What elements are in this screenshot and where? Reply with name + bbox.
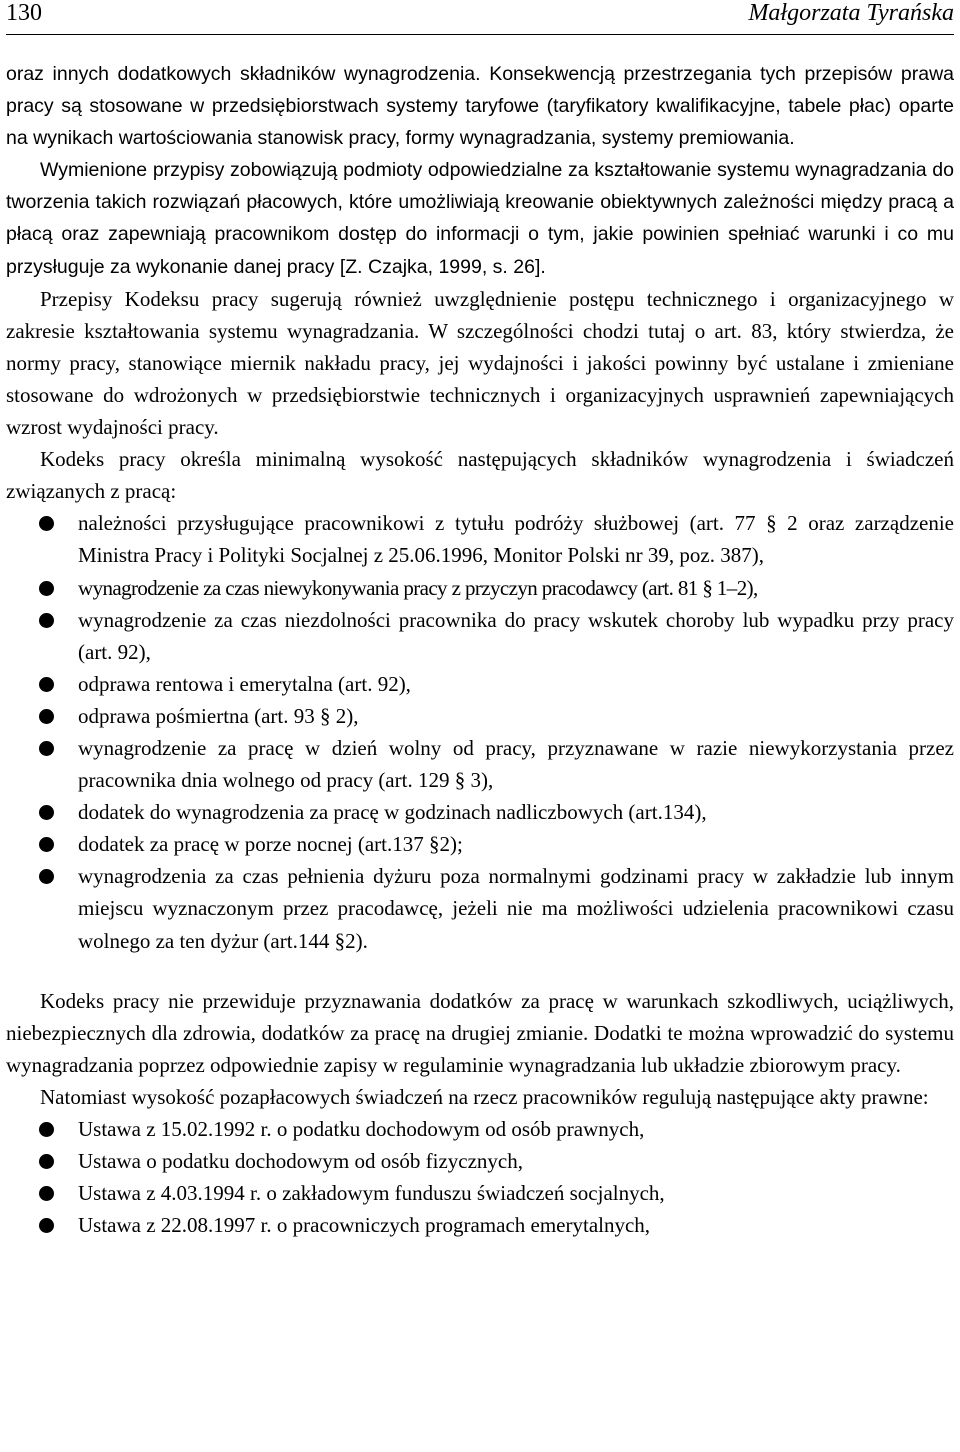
paragraph: Kodeks pracy określa minimalną wysokość następujących składników wynagrodzenia i świadczeń związanych z pracą: — [6, 447, 954, 504]
list-item — [6, 507, 954, 571]
list-item-text: Ustawa z 4.03.1994 r. o zakładowym funduszu świadczeń socjalnych, — [78, 1181, 665, 1206]
list-item-text: wynagrodzenie za czas niezdolności pracownika do pracy wskutek choroby lub wypadku przy pracy (art. 92), — [78, 607, 954, 664]
bullet-list-wage-components — [6, 507, 954, 956]
page-number: 130 — [6, 0, 42, 26]
list-item-text: należności przysługujące pracownikowi z tytułu podróży służbowej (art. 77 § 2 oraz zarządzenie Ministra Pracy i Polityki Socjalnej z 25.06.1996, Monitor Polski nr 39, poz. 387), — [78, 511, 954, 568]
paragraph: Natomiast wysokość pozapłacowych świadczeń na rzecz pracowników regulują następujące akty prawne: — [40, 1084, 929, 1109]
list-item-text: dodatek za pracę w porze nocnej (art.137 §2); — [78, 832, 463, 857]
page-body — [6, 58, 954, 1241]
bullet-icon — [39, 741, 54, 756]
bullet-list-legal-acts — [6, 1113, 954, 1241]
list-item — [6, 700, 954, 732]
list-item-text: wynagrodzenie za pracę w dzień wolny od pracy, przyznawane w razie niewykorzystania przez pracownika dnia wolnego od pracy (art. 129 § 3), — [78, 735, 954, 793]
bullet-icon — [39, 1218, 54, 1233]
bullet-icon — [39, 837, 54, 852]
list-item-text: odprawa pośmiertna (art. 93 § 2), — [78, 703, 359, 728]
list-item — [6, 572, 954, 604]
bullet-icon — [39, 709, 54, 724]
bullet-icon — [39, 613, 54, 628]
list-item — [6, 796, 954, 828]
list-item — [6, 732, 954, 796]
bullet-icon — [39, 1122, 54, 1137]
bullet-icon — [39, 581, 54, 596]
list-item — [6, 828, 954, 860]
paragraph: Kodeks pracy nie przewiduje przyznawania dodatków za pracę w warunkach szkodliwych, uciążliwych, niebezpiecznych dla zdrowia, dodatków za pracę na drugiej zmianie. Dodatki te można wprowadzić do systemu wynagradzania poprzez odpowiednie zapisy w regulaminie wynagradzania lub układzie zbiorowym pracy. — [6, 988, 954, 1077]
bullet-icon — [39, 1154, 54, 1169]
list-item-text: Ustawa z 22.08.1997 r. o pracowniczych programach emerytalnych, — [78, 1213, 651, 1238]
list-item-text: Ustawa o podatku dochodowym od osób fizycznych, — [78, 1149, 523, 1174]
bullet-icon — [39, 516, 54, 531]
list-item — [6, 1177, 954, 1209]
list-item — [6, 604, 954, 668]
bullet-icon — [39, 677, 54, 692]
section-spacer — [6, 957, 954, 985]
list-item — [6, 1113, 954, 1145]
list-item-text: wynagrodzenie za czas niewykonywania pracy z przyczyn pracodawcy (art. 81 § 1–2), — [78, 575, 758, 600]
page-header — [6, 0, 954, 35]
bullet-icon — [39, 869, 54, 884]
list-item-text: wynagrodzenia za czas pełnienia dyżuru poza normalnymi godzinami pracy w zakładzie lub innym miejscu wyznaczonym przez pracodawcę, jeżeli nie ma możliwości udzielenia pracownikowi czasu wolnego za ten dyżur (art.144 §2). — [78, 864, 954, 953]
paragraph: Przepisy Kodeksu pracy sugerują również uwzględnienie postępu technicznego i organizacyjnego w zakresie kształtowania systemu wynagradzania. W szczególności chodzi tutaj o art. 83, który stwierdza, że normy pracy, stanowiące miernik nakładu pracy, jej wydajności i jakości powinny być ustalane i zmieniane stosowane do wdrożonych w przedsiębiorstwie technicznych i organizacyjnych usprawnień zapewniających wzrost wydajności pracy. — [6, 286, 954, 440]
list-item — [6, 1209, 954, 1241]
paragraph: Wymienione przypisy zobowiązują podmioty odpowiedzialne za kształtowanie systemu wynagradzania do tworzenia takich rozwiązań płacowych, które umożliwiają kreowanie obiektywnych zależności między pracą a płacą oraz zapewniają pracownikom dostęp do informacji o tym, jakie powinien spełniać warunki i co mu przysługuje za wykonanie danej pracy [Z. Czajka, 1999, s. 26]. — [6, 159, 954, 278]
list-item-text: odprawa rentowa i emerytalna (art. 92), — [78, 671, 411, 696]
list-item-text: Ustawa z 15.02.1992 r. o podatku dochodowym od osób prawnych, — [78, 1117, 645, 1141]
list-item — [6, 668, 954, 700]
list-item — [6, 860, 954, 956]
bullet-icon — [39, 1186, 54, 1201]
list-item-text: dodatek do wynagrodzenia za pracę w godzinach nadliczbowych (art.134), — [78, 800, 707, 825]
bullet-icon — [39, 805, 54, 820]
list-item — [6, 1145, 954, 1177]
running-head-author: Małgorzata Tyrańska — [748, 0, 954, 26]
paragraph: oraz innych dodatkowych składników wynagrodzenia. Konsekwencją przestrzegania tych przepisów prawa pracy są stosowane w przedsiębiorstwach systemy taryfowe (taryfikatory kwalifikacyjne, tabele płac) oparte na wynikach wartościowania stanowisk pracy, formy wynagradzania, systemy premiowania. — [6, 63, 954, 150]
